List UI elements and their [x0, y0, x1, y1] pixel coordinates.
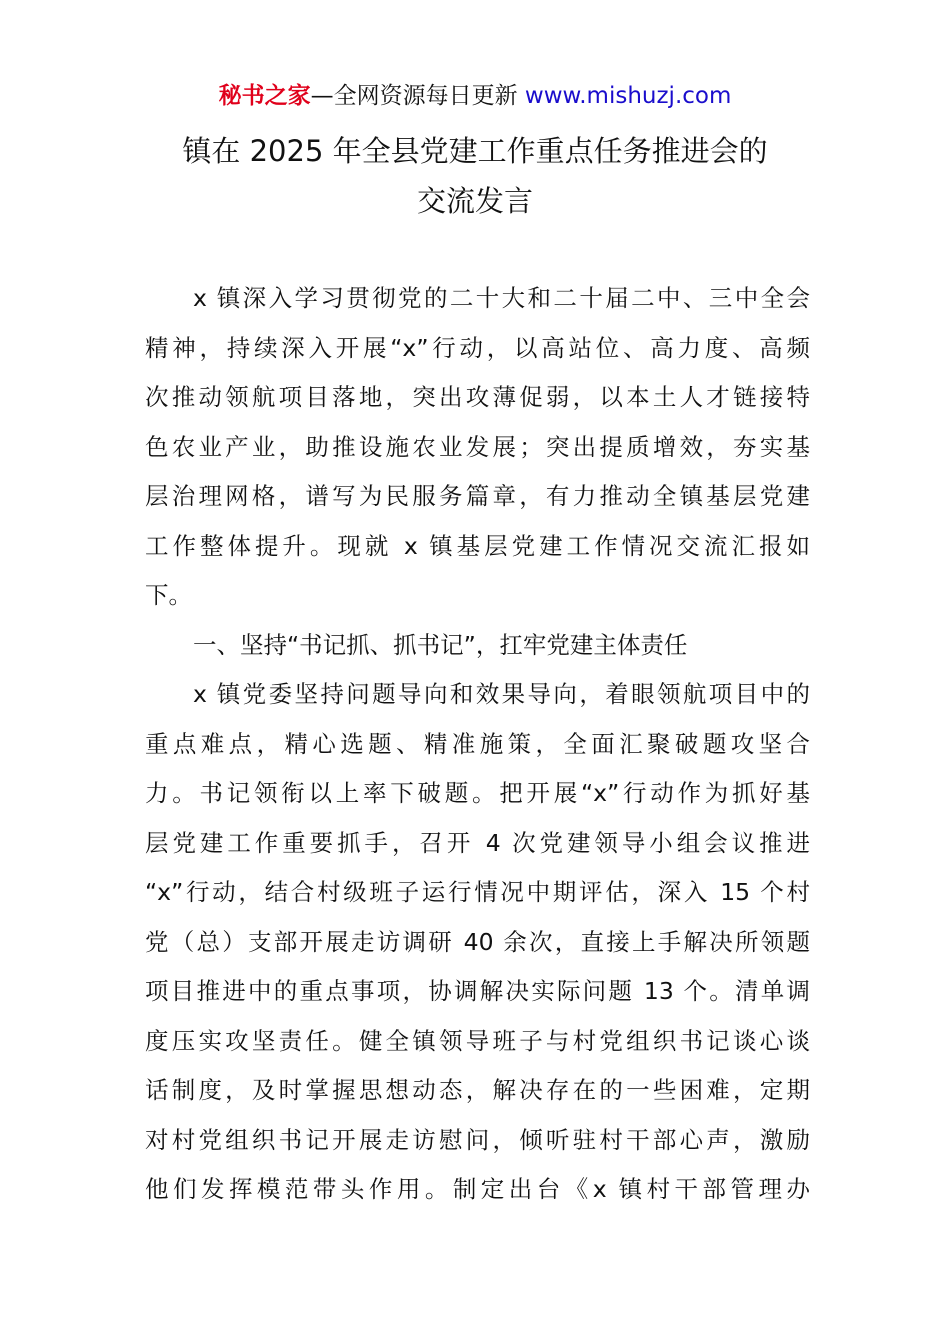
site-url-link[interactable]: www.mishuzj.com — [524, 83, 732, 109]
title-line-1: 镇在 2025 年全县党建工作重点任务推进会的 — [182, 134, 768, 168]
document-body — [145, 274, 810, 1215]
body-line: 层治理网格，谱写为民服务篇章，有力推动全镇基层党建 — [145, 482, 810, 510]
section-heading: 一、坚持“书记抓、抓书记”，扛牢党建主体责任 — [193, 630, 688, 659]
body-line: “x”行动，结合村级班子运行情况中期评估，深入 15 个村 — [145, 878, 810, 906]
body-line: 党（总）支部开展走访调研 40 余次，直接上手解决所领题 — [145, 927, 810, 956]
body-line: 精神，持续深入开展“x”行动，以高站位、高力度、高频 — [145, 333, 810, 362]
body-line: 对村党组织书记开展走访慰问，倾听驻村干部心声，激励 — [145, 1125, 810, 1154]
body-line: 力。书记领衔以上率下破题。把开展“x”行动作为抓好基 — [145, 779, 810, 807]
body-line: x 镇深入学习贯彻党的二十大和二十届二中、三中全会 — [193, 284, 810, 312]
body-line: 重点难点，精心选题、精准施策，全面汇聚破题攻坚合 — [145, 729, 810, 758]
title-line-2: 交流发言 — [416, 184, 533, 218]
body-line: 次推动领航项目落地，突出攻薄促弱，以本土人才链接特 — [145, 383, 810, 411]
body-line: 度压实攻坚责任。健全镇领导班子与村党组织书记谈心谈 — [145, 1026, 810, 1055]
document-title — [0, 126, 950, 226]
brand-name: 秘书之家 — [218, 83, 311, 109]
body-line: x 镇党委坚持问题导向和效果导向，着眼领航项目中的 — [193, 680, 810, 708]
body-line: 层党建工作重要抓手，召开 4 次党建领导小组会议推进 — [145, 828, 810, 857]
site-header — [0, 80, 950, 112]
body-line: 工作整体提升。现就 x 镇基层党建工作情况交流汇报如 — [145, 531, 810, 560]
body-line: 色农业产业，助推设施农业发展；突出提质增效，夯实基 — [145, 432, 810, 461]
header-slogan: —全网资源每日更新 — [310, 83, 518, 109]
body-line: 项目推进中的重点事项，协调解决实际问题 13 个。清单调 — [145, 977, 810, 1005]
body-line: 他们发挥模范带头作用。制定出台《x 镇村干部管理办 — [145, 1175, 810, 1203]
body-line: 话制度，及时掌握思想动态，解决存在的一些困难，定期 — [145, 1076, 810, 1104]
body-line: 下。 — [145, 581, 192, 609]
